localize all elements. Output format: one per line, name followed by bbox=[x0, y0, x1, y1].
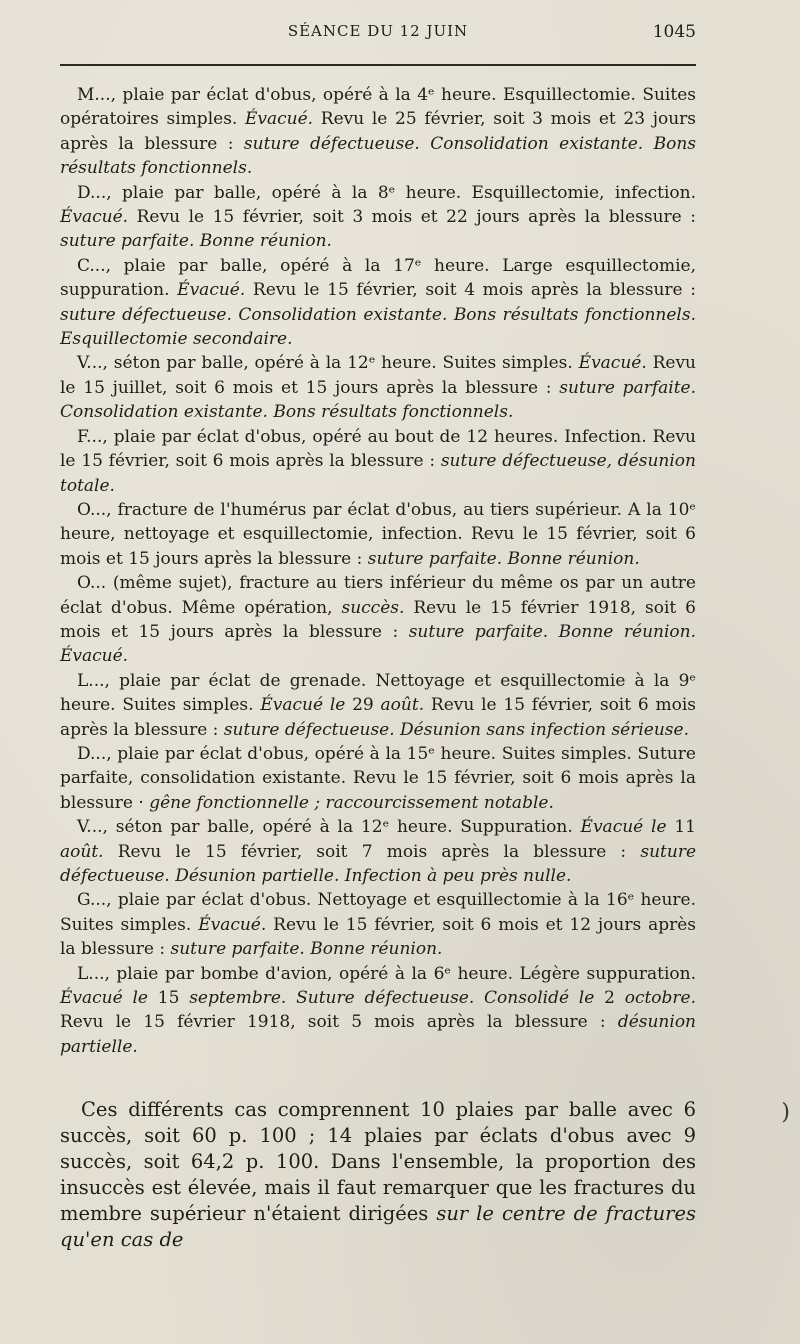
text-run: Revu le 15 février, soit 6 mois après la blessure : bbox=[60, 695, 696, 740]
text-run: 11 bbox=[666, 817, 696, 838]
conclusion bbox=[60, 1097, 696, 1253]
italic-text: suture défectueuse. Désunion sans infection sérieuse. bbox=[223, 719, 689, 740]
italic-text: suture parfaite. Bonne réunion. bbox=[60, 231, 332, 252]
italic-text: Évacué. bbox=[578, 353, 647, 374]
case-paragraph bbox=[60, 571, 696, 669]
text-run: Revu le 15 février, soit 6 mois et 12 jours après la blessure : bbox=[60, 914, 696, 960]
case-paragraph bbox=[60, 669, 696, 742]
italic-text: septembre. Suture défectueuse. Consolidé le bbox=[189, 988, 595, 1009]
running-header bbox=[60, 20, 696, 46]
text-run: Revu le 15 février 1918, soit 6 mois et 15 jours après la blessure : bbox=[60, 597, 696, 642]
text-run: 15 bbox=[147, 988, 190, 1009]
page-number: 1045 bbox=[652, 22, 696, 42]
italic-text: suture défectueuse. Consolidation existante. Bons résultats fonctionnels. bbox=[60, 133, 696, 179]
text-run: O..., fracture de l'humérus par éclat d'obus, au tiers supérieur. A la 10ᵉ heure, nettoyage et esquillectomie, infection. Revu le 15 février, soit 6 mois et 15 jours après la blessure : bbox=[60, 499, 696, 569]
text-run: G..., plaie par éclat d'obus. Nettoyage et esquillectomie à la 16ᵉ heure. Suites simples. bbox=[60, 890, 696, 935]
text-run: M..., plaie par éclat d'obus, opéré à la 4ᵉ heure. Esquillectomie. Suites opératoires simples. bbox=[60, 85, 696, 130]
italic-text: Évacué le bbox=[580, 817, 667, 838]
text-run: O... (même sujet), fracture au tiers inférieur du même os par un autre éclat d'obus. Même opération, bbox=[60, 573, 696, 618]
text-run: Revu le 25 février, soit 3 mois et 23 jours après la blessure : bbox=[60, 109, 697, 154]
italic-text: suture parfaite. Consolidation existante. Bons résultats fonctionnels. bbox=[60, 377, 696, 423]
margin-mark: ) bbox=[781, 1100, 790, 1125]
italic-text: suture défectueuse, désunion totale. bbox=[60, 451, 696, 496]
text-run: 29 bbox=[345, 695, 381, 716]
text-run: V..., séton par balle, opéré à la 12ᵉ heure. Suppuration. bbox=[77, 817, 581, 838]
text-run: D..., plaie par éclat d'obus, opéré à la 15ᵉ heure. Suites simples. Suture parfaite, consolidation existante. Revu le 15 février, soit 6 mois après la blessure · bbox=[60, 743, 696, 813]
text-run: F..., plaie par éclat d'obus, opéré au bout de 12 heures. Infection. Revu le 15 février, soit 6 mois après la blessure : bbox=[60, 426, 696, 472]
case-paragraph bbox=[60, 181, 696, 254]
header-title: SÉANCE DU 12 JUIN bbox=[287, 22, 469, 40]
text-run: V..., séton par balle, opéré à la 12ᵉ heure. Suites simples. bbox=[77, 353, 579, 374]
text-run: D..., plaie par balle, opéré à la 8ᵉ heure. Esquillectomie, infection. bbox=[77, 182, 696, 203]
text-run: Ces différents cas comprennent 10 plaies par balle avec 6 succès, soit 60 p. 100 ; 14 plaies par éclats d'obus avec 9 succès, soit 64,2 p. 100. Dans l'ensemble, la proportion des insuccès est élevée, mais il faut remarquer que les fractures du membre supérieur n'étaient dirigées bbox=[60, 1098, 696, 1226]
case-paragraph bbox=[60, 962, 696, 1060]
case-paragraph bbox=[60, 254, 696, 352]
italic-text: sur le centre de fractures qu'en cas de bbox=[60, 1202, 696, 1252]
header-rule bbox=[60, 64, 696, 66]
italic-text: août. bbox=[380, 695, 425, 716]
italic-text: désunion partielle. bbox=[60, 1012, 696, 1057]
italic-text: suture parfaite. Bonne réunion. Évacué. bbox=[60, 621, 696, 667]
text-run: Revu le 15 juillet, soit 6 mois et 15 jours après la blessure : bbox=[60, 353, 696, 398]
italic-text: suture parfaite. Bonne réunion. bbox=[170, 939, 443, 960]
italic-text: gêne fonctionnelle ; raccourcissement notable. bbox=[149, 792, 554, 813]
case-paragraph bbox=[60, 498, 696, 571]
case-paragraph bbox=[60, 815, 696, 888]
case-list bbox=[60, 83, 696, 1059]
italic-text: Évacué. bbox=[198, 914, 267, 935]
italic-text: Évacué le bbox=[60, 988, 148, 1009]
italic-text: succès. bbox=[341, 597, 405, 618]
italic-text: suture parfaite. Bonne réunion. bbox=[367, 548, 640, 569]
text-run: Revu le 15 février, soit 7 mois après la blessure : bbox=[103, 841, 641, 862]
italic-text: Évacué le bbox=[260, 695, 346, 716]
italic-text: Évacué. bbox=[245, 109, 314, 130]
text-run: L..., plaie par bombe d'avion, opéré à la 6ᵉ heure. Légère suppuration. bbox=[77, 963, 696, 984]
italic-text: suture défectueuse. Désunion partielle. Infection à peu près nulle. bbox=[60, 841, 696, 886]
case-paragraph bbox=[60, 888, 696, 961]
text-run: Revu le 15 février, soit 4 mois après la blessure : bbox=[245, 280, 696, 301]
conclusion-paragraph bbox=[60, 1097, 696, 1253]
text-run: Revu le 15 février, soit 3 mois et 22 jours après la blessure : bbox=[128, 207, 696, 228]
text-run: 2 bbox=[594, 988, 625, 1009]
case-paragraph bbox=[60, 425, 696, 498]
case-paragraph bbox=[60, 351, 696, 424]
text-run: L..., plaie par éclat de grenade. Nettoyage et esquillectomie à la 9ᵉ heure. Suites simples. bbox=[60, 670, 696, 716]
case-paragraph bbox=[60, 83, 696, 181]
italic-text: août. bbox=[60, 841, 104, 862]
italic-text: suture défectueuse. Consolidation existante. Bons résultats fonctionnels. Esquillectomie secondaire. bbox=[60, 304, 696, 350]
italic-text: Évacué. bbox=[60, 207, 129, 228]
italic-text: Évacué. bbox=[177, 280, 246, 301]
text-run: Revu le 15 février 1918, soit 5 mois après la blessure : bbox=[60, 1012, 618, 1033]
text-run: C..., plaie par balle, opéré à la 17ᵉ heure. Large esquillectomie, suppuration. bbox=[60, 255, 696, 301]
italic-text: octobre. bbox=[624, 988, 696, 1009]
case-paragraph bbox=[60, 742, 696, 815]
